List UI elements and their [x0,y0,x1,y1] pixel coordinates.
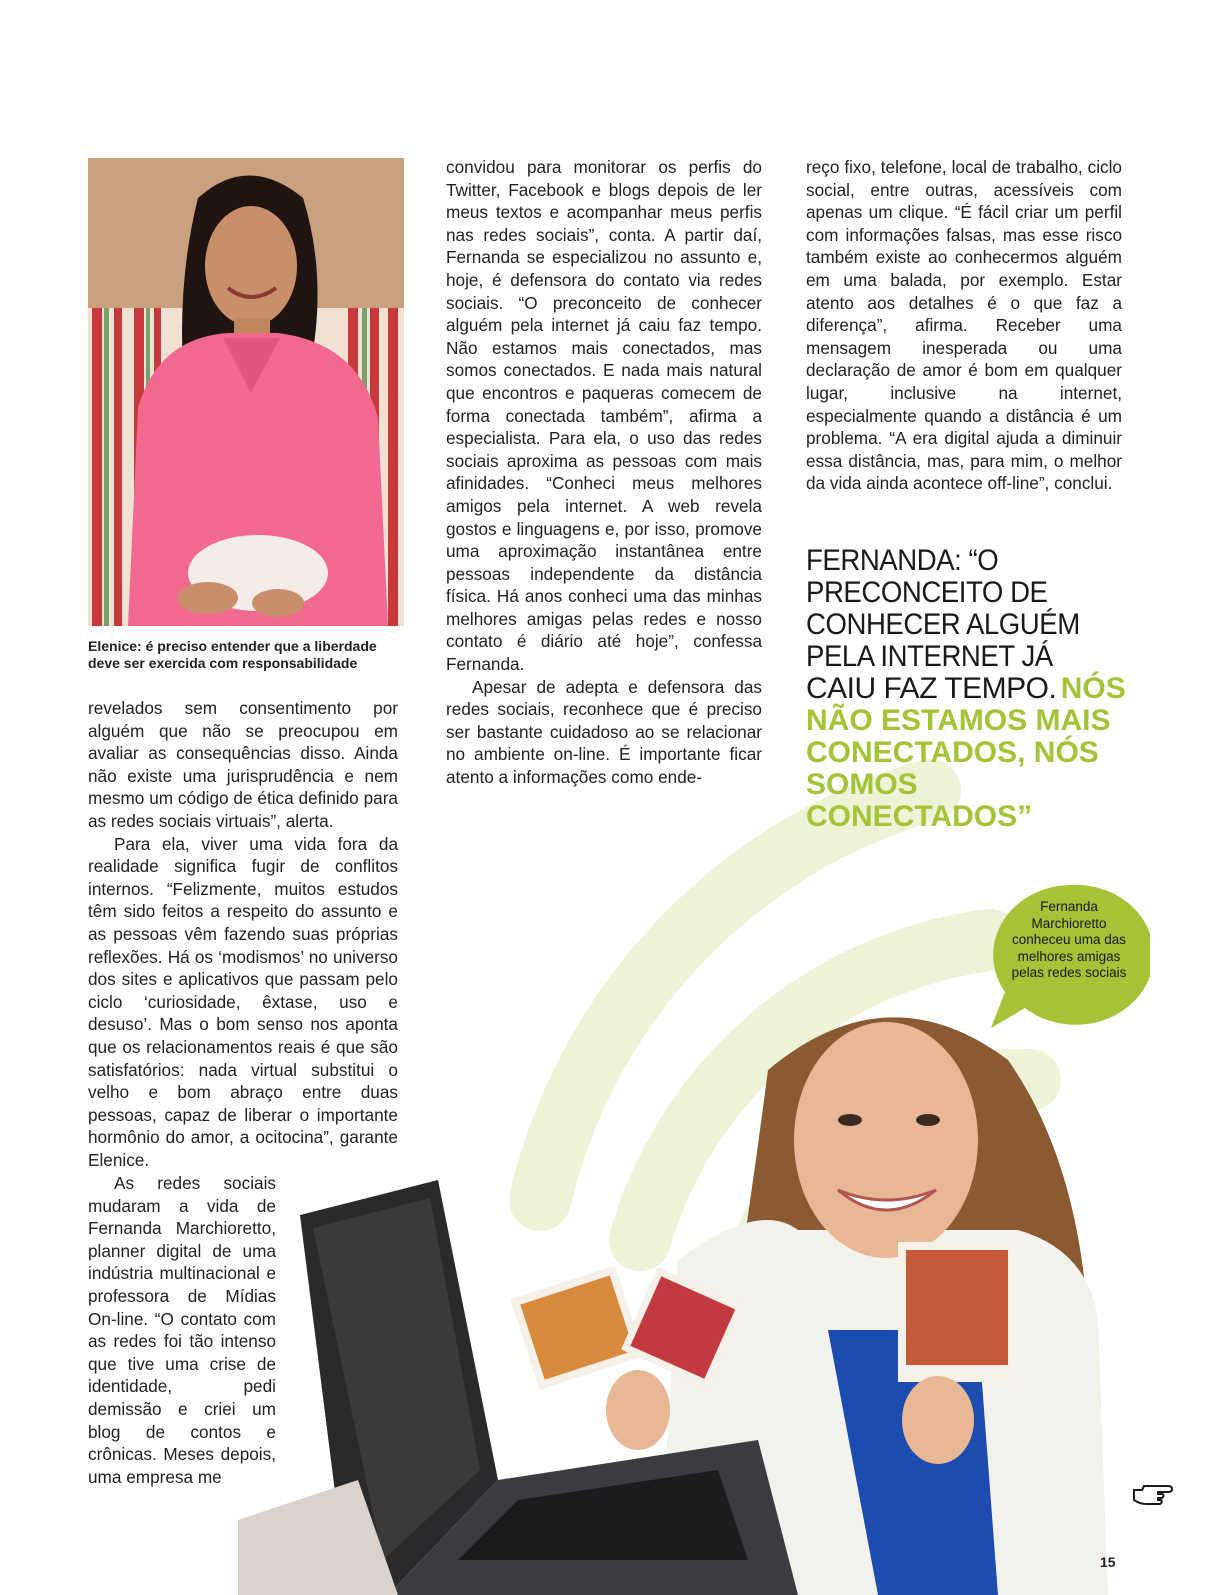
pull-quote-line: PRECONCEITO DE [806,576,1048,609]
paragraph: Apesar de adepta e defensora das redes sociais, reconhece que é preciso ser bastante cuidadoso ao se relacionar no ambiente on-line. É importante ficar atento a informações como ende- [446,676,762,788]
paragraph: As redes sociais mudaram a vida de Fernanda Marchioretto, planner digital de uma indústria multinacional e professora de Mídias On-line. “O contato com as redes foi tão intenso que tive uma crise de identidade, pedi demissão e criei um blog de contos e crônicas. Meses depois, uma empresa me [88,1173,276,1487]
photo-caption: Elenice: é preciso entender que a liberdade deve ser exercida com responsabilidade [88,638,377,671]
paragraph: convidou para monitorar os perfis do Twitter, Facebook e blogs depois de ler meus textos e acompanhar meus perfis nas redes sociais”, conta. A partir daí, Fernanda se especializou no assunto e, hoje, é defensora do contato via redes sociais. “O preconceito de conhecer alguém pela internet já caiu faz tempo. Não estamos mais conectados, mas somos conectados. E nada mais natural que encontros e paqueras comecem de forma conectada também”, afirma a especialista. Para ela, o uso das redes sociais aproxima as pessoas com mais afinidades. “Conheci meus melhores amigos pela internet. A web revela gostos e linguagens e, por isso, promove uma aproximação instantânea entre pessoas independente da distância física. Há anos conheci uma das minhas melhores amigas pelas redes e nosso contato é diário até hoje”, confessa Fernanda. [446,157,762,675]
elenice-photo [88,158,404,626]
hand-pointer-icon [1132,1480,1174,1510]
column-middle [446,156,762,789]
paragraph: revelados sem consentimento por alguém que não se preocupou em avaliar as consequências disso. Ainda não existe uma jurisprudência e nem mesmo um código de ética definido para as redes sociais virtuais”, alerta. [88,698,398,831]
speech-bubble-text: Fernanda Marchioretto conheceu uma das melhores amigas pelas redes sociais [1011,899,1127,980]
page-number: 15 [1100,1554,1116,1570]
pull-quote-line: PELA INTERNET JÁ [806,640,1053,673]
pull-quote [806,545,1126,833]
fernanda-photo [238,1000,1118,1595]
paragraph: Para ela, viver uma vida fora da realidade significa fugir de conflitos internos. “Felizmente, muitos estudos têm sido feitos a respeito do assunto e as pessoas vêm fazendo suas próprias reflexões. Há os ‘modismos’ no universo dos sites e aplicativos que passam pelo ciclo ‘curiosidade, êxtase, uso e desuso’. Mas o bom senso nos aponta que os relacionamentos reais é que são satisfatórios: nada virtual substitui o velho e bom abraço entre duas pessoas, capaz de liberar o importante hormônio do amor, a ocitocina”, garante Elenice. [88,833,398,1170]
pull-quote-line: CONHECER ALGUÉM [806,608,1080,641]
pull-quote-line: FERNANDA: “O [806,544,999,577]
pull-quote-line: CAIU FAZ TEMPO. [806,672,1057,705]
pull-quote-highlight: NÓS NÃO ESTAMOS MAIS CONECTADOS, NÓS SOMOS CONECTADOS” [806,672,1126,833]
paragraph: reço fixo, telefone, local de trabalho, ciclo social, entre outras, acessíveis com apenas um clique. “É fácil criar um perfil com informações falsas, mas esse risco também existe ao conhecermos alguém em uma balada, por exemplo. Estar atento aos detalhes é o que faz a diferença”, afirma. Receber uma mensagem inesperada ou uma declaração de amor é bom em qualquer lugar, inclusive na internet, especialmente quando a distância é um problema. “A era digital ajuda a diminuir essa distância, mas, para mim, o melhor da vida ainda acontece off-line”, conclui. [806,157,1122,494]
column-right [806,156,1122,495]
